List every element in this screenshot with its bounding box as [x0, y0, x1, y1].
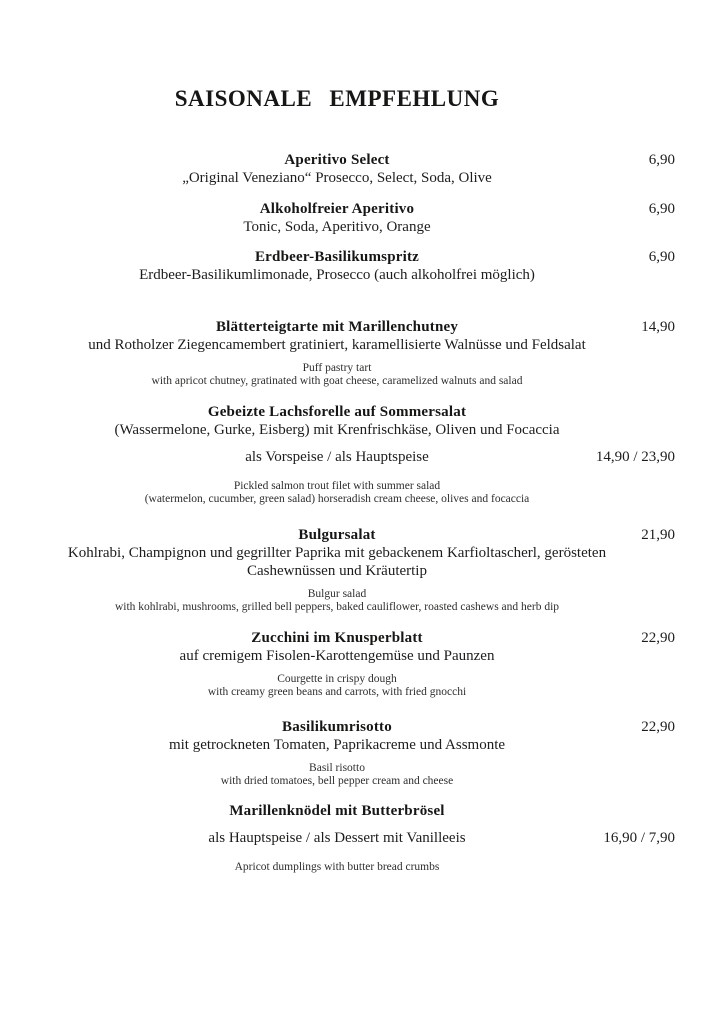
dish-description: „Original Veneziano“ Prosecco, Select, Soda, Olive	[182, 170, 492, 186]
menu-item-basilikumrisotto	[42, 718, 675, 788]
translation-line: with kohlrabi, mushrooms, grilled bell peppers, baked cauliflower, roasted cashews and herb dip	[114, 601, 560, 613]
dish-variant: als Hauptspeise / als Dessert mit Vanilleeis	[208, 830, 466, 846]
dish-name: Zucchini im Knusperblatt	[251, 630, 423, 646]
dish-price: 16,90 / 7,90	[603, 830, 675, 846]
dish-translation	[42, 673, 632, 699]
page-title: SAISONALE EMPFEHLUNG	[174, 86, 500, 111]
dish-name-row	[42, 151, 675, 169]
dish-name: Alkoholfreier Aperitivo	[259, 201, 415, 217]
dish-price: 6,90	[648, 152, 675, 168]
menu-item-bulgursalat	[42, 526, 675, 614]
translation-line: with dried tomatoes, bell pepper cream and cheese	[220, 775, 454, 787]
translation-line: (watermelon, cucumber, green salad) horseradish cream cheese, olives and focaccia	[144, 493, 530, 505]
dish-price: 6,90	[648, 201, 675, 217]
translation-line: Pickled salmon trout filet with summer salad	[233, 480, 441, 492]
dish-price: 22,90	[641, 630, 675, 646]
dish-description: und Rotholzer Ziegencamembert gratiniert, karamellisierte Walnüsse und Feldsalat	[88, 337, 586, 353]
menu-item-zucchini	[42, 629, 675, 699]
translation-line: Bulgur salad	[307, 588, 367, 600]
dish-description: Tonic, Soda, Aperitivo, Orange	[243, 219, 431, 235]
menu-item-alkoholfreier-aperitivo	[42, 200, 675, 236]
dish-name-row	[42, 526, 675, 544]
dish-price: 6,90	[648, 249, 675, 265]
dish-price: 21,90	[641, 527, 675, 543]
menu-item-marillenknoedel	[42, 802, 675, 874]
dish-description: Erdbeer-Basilikumlimonade, Prosecco (auch alkoholfrei möglich)	[139, 267, 535, 283]
menu-item-erdbeer-basilikumspritz	[42, 248, 675, 284]
dish-variant-row	[42, 448, 675, 466]
dish-translation	[42, 362, 632, 388]
dish-description: Kohlrabi, Champignon und gegrillter Paprika mit gebackenem Karfioltascherl, gerösteten Cashewnüssen und Kräutertip	[67, 545, 607, 579]
dish-name: Aperitivo Select	[284, 152, 390, 168]
translation-line: with creamy green beans and carrots, with fried gnocchi	[207, 686, 467, 698]
dish-name: Gebeizte Lachsforelle auf Sommersalat	[207, 404, 467, 420]
dish-translation	[42, 861, 632, 874]
dish-name-row	[42, 629, 675, 647]
menu-item-aperitivo-select	[42, 151, 675, 187]
dish-name-row	[42, 718, 675, 736]
dish-description: (Wassermelone, Gurke, Eisberg) mit Krenfrischkäse, Oliven und Focaccia	[114, 422, 560, 438]
dish-description: mit getrockneten Tomaten, Paprikacreme und Assmonte	[168, 737, 506, 753]
dish-name-row	[42, 318, 675, 336]
menu-item-blaetterteigtarte	[42, 318, 675, 388]
dish-name: Erdbeer-Basilikumspritz	[254, 249, 420, 265]
dish-name-row	[42, 802, 632, 820]
translation-line: with apricot chutney, gratinated with goat cheese, caramelized walnuts and salad	[151, 375, 523, 387]
dish-price: 22,90	[641, 719, 675, 735]
dish-variant-row	[42, 829, 675, 847]
dish-price: 14,90 / 23,90	[595, 449, 675, 465]
dish-name: Marillenknödel mit Butterbrösel	[229, 803, 445, 819]
translation-line: Courgette in crispy dough	[277, 673, 397, 685]
translation-line: Basil risotto	[309, 762, 365, 774]
dish-name-row	[42, 403, 632, 421]
dish-name: Basilikumrisotto	[282, 719, 392, 735]
dish-price: 14,90	[641, 319, 675, 335]
dish-variant: als Vorspeise / als Hauptspeise	[245, 449, 429, 465]
dish-translation	[42, 480, 632, 506]
dish-translation	[42, 762, 632, 788]
dish-translation	[42, 588, 632, 614]
dish-name: Blätterteigtarte mit Marillenchutney	[215, 319, 459, 335]
translation-line: Puff pastry tart	[302, 362, 372, 374]
menu-item-lachsforelle	[42, 403, 675, 506]
dish-name-row	[42, 248, 675, 266]
translation-line: Apricot dumplings with butter bread crumbs	[234, 861, 440, 873]
dish-description: auf cremigem Fisolen-Karottengemüse und Paunzen	[179, 648, 495, 664]
dish-name-row	[42, 200, 675, 218]
menu-list	[42, 151, 675, 874]
dish-name: Bulgursalat	[298, 527, 376, 543]
